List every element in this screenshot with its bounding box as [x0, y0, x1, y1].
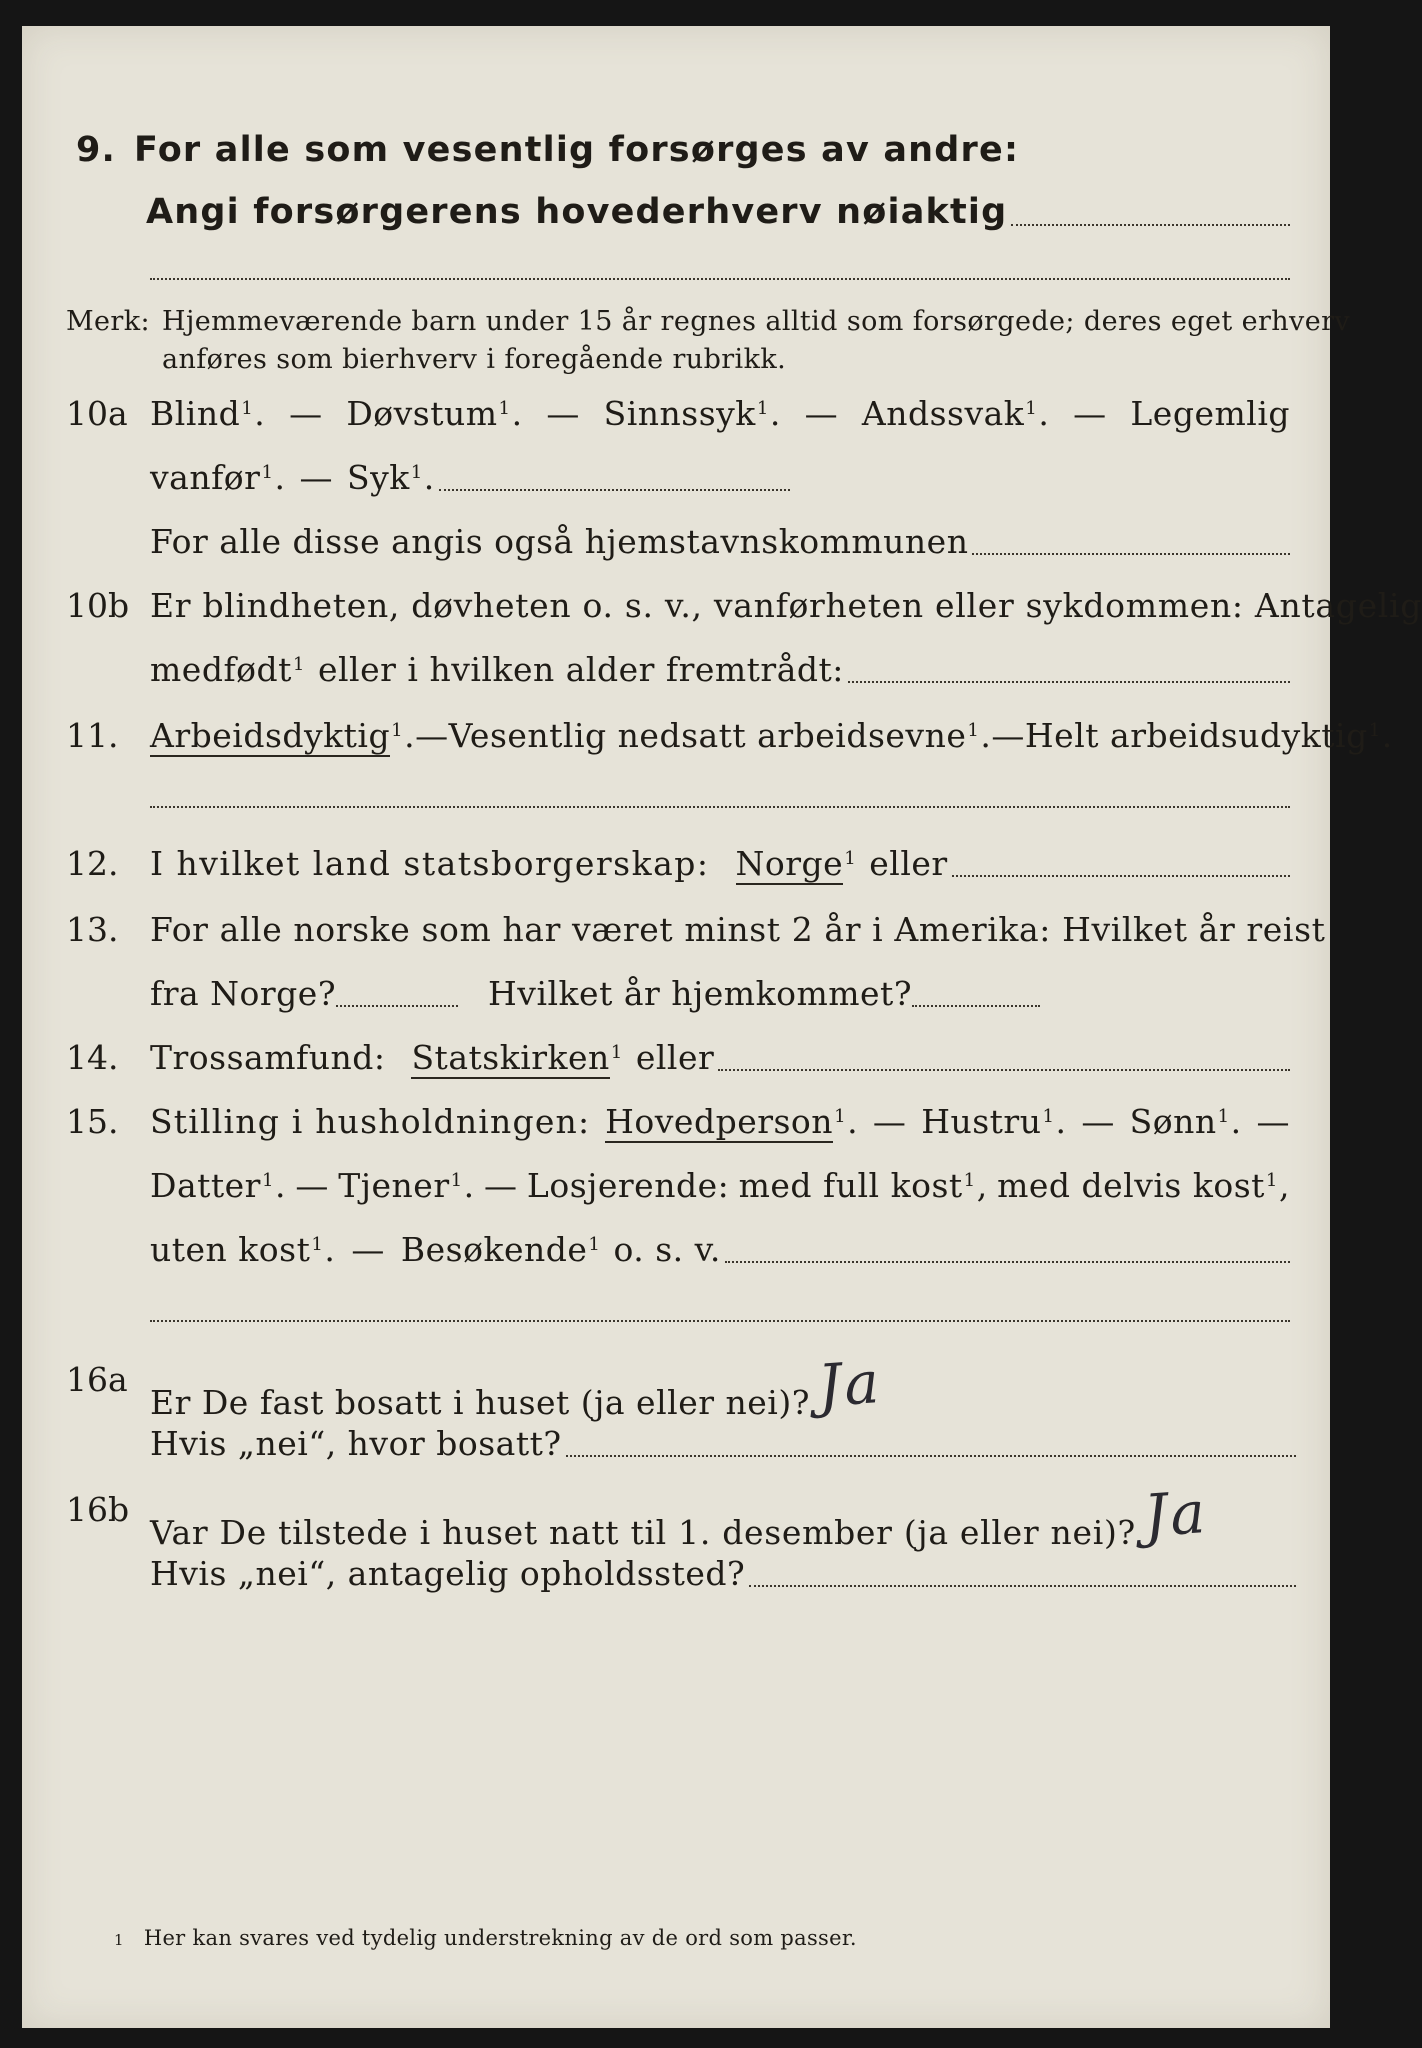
- q13-hjemkommet-label: Hvilket år hjemkommet?: [488, 974, 913, 1013]
- q9-heading: For alle som vesentlig forsørges av andre:: [134, 130, 1020, 170]
- note-line1: [66, 306, 1350, 337]
- q13-reist-line[interactable]: [336, 1005, 458, 1007]
- q16b-handwritten-answer[interactable]: Ja: [1141, 1477, 1211, 1551]
- q16a-question: Er De fast bosatt i huset (ja eller nei)?: [150, 1383, 810, 1422]
- q11-opt-arbeidsdyktig[interactable]: Arbeidsdyktig$^1$.: [150, 716, 416, 755]
- q15-answer-line-2[interactable]: [150, 1320, 1290, 1322]
- q15-utenkost[interactable]: uten kost$^1$.: [150, 1230, 336, 1269]
- q15-fullkost[interactable]: med full kost$^1$,: [738, 1166, 988, 1205]
- q14-number: 14.: [66, 1038, 119, 1077]
- q16a-number: 16a: [66, 1360, 128, 1399]
- q10a-hjemstavn-line[interactable]: [972, 553, 1290, 555]
- q10a-blind[interactable]: Blind$^1$.: [150, 394, 266, 433]
- q13-line1: [150, 910, 1326, 949]
- q11-sep-1: —: [415, 716, 449, 755]
- footnote-mark: 1: [114, 1931, 124, 1949]
- q15-answer-line[interactable]: [725, 1261, 1290, 1263]
- q10a-legemlig[interactable]: Legemlig: [1130, 394, 1290, 433]
- q9-line1: [76, 130, 1019, 170]
- q9-answer-line[interactable]: [1011, 224, 1290, 226]
- q14-answer-line[interactable]: [718, 1069, 1290, 1071]
- q15-losjerende: Losjerende:: [526, 1166, 730, 1205]
- q15-sep-3: —: [1256, 1102, 1290, 1141]
- note-line2: [162, 344, 786, 375]
- q16a-answer-line[interactable]: [566, 1455, 1296, 1457]
- q10a-line1: [150, 394, 1290, 433]
- q14-text: Trossamfund:: [150, 1038, 386, 1077]
- q12-eller: eller: [869, 844, 948, 883]
- q15-line3: [150, 1230, 1290, 1269]
- q10a-sep-3: —: [804, 394, 839, 433]
- q15-sep-1: —: [872, 1102, 907, 1141]
- q16b-question: Var De tilstede i huset natt til 1. desember (ja eller nei)?: [150, 1513, 1136, 1552]
- q14-eller: eller: [635, 1038, 715, 1077]
- q15-hustru[interactable]: Hustru$^1$.: [921, 1102, 1067, 1141]
- q10a-hjemstavn-text: For alle disse angis også hjemstavnskommunen: [150, 522, 969, 561]
- q10b-line1: [150, 586, 1422, 625]
- q11-opt-nedsatt[interactable]: Vesentlig nedsatt arbeidsevne$^1$.: [448, 716, 992, 755]
- q10a-sep-4: —: [1073, 394, 1107, 433]
- q15-tjener[interactable]: Tjener$^1$.: [338, 1166, 475, 1205]
- q15-line2: [150, 1166, 1290, 1205]
- q10a-andssvak[interactable]: Andssvak$^1$.: [861, 394, 1050, 433]
- q10a-line2: [150, 458, 790, 497]
- census-form-page: [22, 26, 1422, 2028]
- q9-number: 9.: [76, 130, 117, 170]
- q14-statskirken[interactable]: Statskirken$^1$: [411, 1038, 623, 1077]
- footnote-text: Her kan svares ved tydelig understrekning av de ord som passer.: [143, 1926, 857, 1950]
- q10a-sep-2: —: [546, 394, 580, 433]
- q15-line1: [150, 1102, 1290, 1141]
- q13-line2: [150, 974, 1040, 1013]
- q10a-number: 10a: [66, 394, 128, 433]
- q11-answer-line[interactable]: [150, 806, 1290, 808]
- q16b-number: 16b: [66, 1490, 130, 1529]
- note-label: Merk:: [66, 306, 150, 337]
- q16a-line2: [150, 1424, 1296, 1463]
- q10a-sinnssyk[interactable]: Sinnssyk$^1$.: [603, 394, 781, 433]
- q13-number: 13.: [66, 910, 119, 949]
- q13-reist-label: fra Norge?: [150, 974, 337, 1013]
- q11-opt-udyktig[interactable]: Helt arbeidsudyktig$^1$.: [1024, 716, 1393, 755]
- q10a-sep-1: —: [289, 394, 323, 433]
- footnote: [114, 1926, 857, 1950]
- q10b-line2: [150, 650, 1290, 689]
- q9-answer-line-2[interactable]: [150, 278, 1290, 280]
- q16a-handwritten-answer[interactable]: Ja: [815, 1347, 885, 1421]
- note-text-1: Hjemmeværende barn under 15 år regnes alltid som forsørgede; deres eget erhverv: [162, 306, 1351, 337]
- q10a-syk[interactable]: Syk$^1$.: [346, 458, 435, 497]
- q16b-answer-line[interactable]: [749, 1585, 1296, 1587]
- q10b-number: 10b: [66, 586, 130, 625]
- q14-line: [150, 1038, 1290, 1077]
- q15-number: 15.: [66, 1102, 119, 1141]
- q10a-dovstum[interactable]: Døvstum$^1$.: [346, 394, 523, 433]
- q9-line2: [146, 192, 1290, 232]
- q11-number: 11.: [66, 716, 119, 755]
- q10a-sep-5: —: [299, 458, 333, 497]
- q15-datter[interactable]: Datter$^1$.: [150, 1166, 287, 1205]
- q10a-vanfor[interactable]: vanfør$^1$.: [150, 458, 286, 497]
- q15-osv: o. s. v.: [613, 1230, 721, 1269]
- q15-text: Stilling i husholdningen:: [150, 1102, 591, 1141]
- q15-delviskost[interactable]: med delvis kost$^1$,: [997, 1166, 1290, 1205]
- q16b-line2: [150, 1554, 1296, 1593]
- q15-sep-4: —: [295, 1166, 329, 1205]
- q13-text-1: For alle norske som har været minst 2 år i Amerika: Hvilket år reist: [150, 910, 1326, 949]
- q16a-line1: [150, 1347, 885, 1428]
- q15-besokende[interactable]: Besøkende$^1$: [400, 1230, 601, 1269]
- q16b-line1: [150, 1477, 1211, 1558]
- q15-sonn[interactable]: Sønn$^1$.: [1129, 1102, 1242, 1141]
- q11-sep-2: —: [991, 716, 1025, 755]
- q10a-line3: [150, 522, 1290, 561]
- q15-sep-6: —: [351, 1230, 385, 1269]
- q10b-text-2: eller i hvilken alder fremtrådt:: [317, 650, 844, 689]
- q9-subheading: Angi forsørgerens hovederhverv nøiaktig: [146, 192, 1008, 232]
- q10b-text-1: Er blindheten, døvheten o. s. v., vanførheten eller sykdommen: Antagelig: [150, 586, 1422, 625]
- q12-norge[interactable]: Norge$^1$: [735, 844, 857, 883]
- note-text-2: anføres som bierhverv i foregående rubrikk.: [162, 344, 787, 375]
- q16b-hvis-nei: Hvis „nei“, antagelig opholdssted?: [150, 1554, 746, 1593]
- q15-sep-5: —: [484, 1166, 518, 1205]
- q12-answer-line[interactable]: [952, 875, 1290, 877]
- q12-text: I hvilket land statsborgerskap:: [150, 844, 710, 883]
- q16a-hvis-nei: Hvis „nei“, hvor bosatt?: [150, 1424, 562, 1463]
- q12-line: [150, 844, 1290, 883]
- q10b-answer-line[interactable]: [848, 681, 1290, 683]
- q15-hovedperson[interactable]: Hovedperson$^1$.: [605, 1102, 859, 1141]
- q11-line: [150, 716, 1393, 755]
- q13-hjemkommet-line[interactable]: [912, 1005, 1040, 1007]
- q12-number: 12.: [66, 844, 119, 883]
- q15-sep-2: —: [1081, 1102, 1115, 1141]
- q10b-medfodt[interactable]: medfødt$^1$: [150, 650, 305, 689]
- q10a-answer-line[interactable]: [439, 489, 790, 491]
